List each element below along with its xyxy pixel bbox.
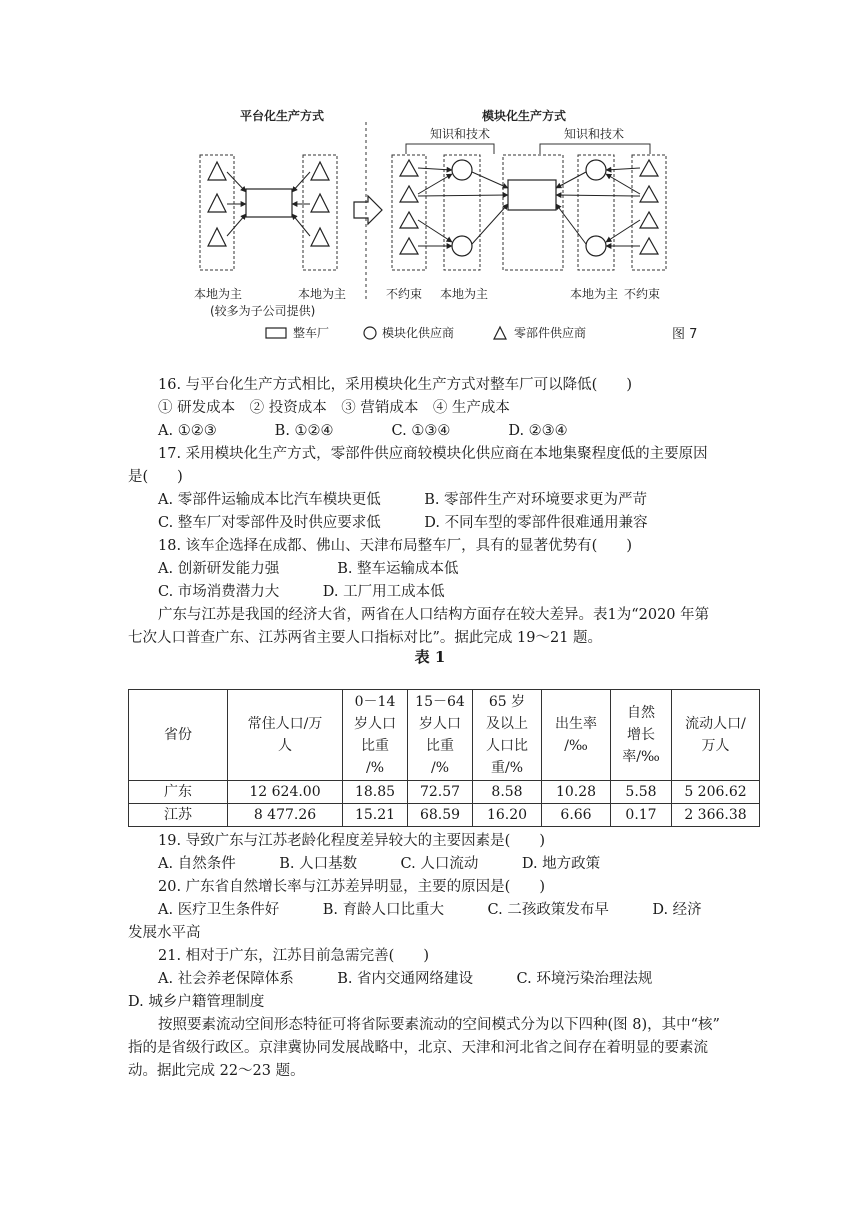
- left-local-label-2: 本地为主: [298, 287, 347, 301]
- table-cell: 18.85: [343, 781, 408, 804]
- table-cell: 12 624.00: [228, 781, 343, 804]
- right-module-group-left: [444, 155, 480, 270]
- question-17-options-ab: A. 零部件运输成本比汽车模块更低 B. 零部件生产对环境要求更为严苛: [158, 492, 648, 508]
- header-age-15-64: 15－64 岁人口 比重 /%: [408, 690, 473, 781]
- question-21-options: A. 社会养老保障体系 B. 省内交通网络建设 C. 环境污染治理法规: [158, 971, 653, 987]
- parts-supplier-icon: [400, 160, 658, 254]
- question-16-items: ① 研发成本 ② 投资成本 ③ 营销成本 ④ 生产成本: [158, 400, 510, 416]
- question-20-options: A. 医疗卫生条件好 B. 育龄人口比重大 C. 二孩政策发布早 D. 经济: [158, 902, 702, 918]
- left-diagram-title: 平台化生产方式: [240, 109, 325, 123]
- module-supplier-icon: [452, 160, 606, 256]
- table-cell: 0.17: [611, 804, 672, 827]
- header-province: 省份: [129, 690, 228, 781]
- question-19-options: A. 自然条件 B. 人口基数 C. 人口流动 D. 地方政策: [158, 856, 601, 872]
- question-21-options-line-2: D. 城乡户籍管理制度: [128, 994, 265, 1010]
- car-factory-icon: [508, 180, 556, 210]
- legend-parts-label: 零部件供应商: [514, 326, 587, 340]
- paragraph-22-line-2: 指的是省级行政区。京津冀协同发展战略中，北京、天津和河北省之间存在着明显的要素流: [128, 1040, 708, 1056]
- question-17-options-cd: C. 整车厂对零部件及时供应要求低 D. 不同车型的零部件很难通用兼容: [158, 515, 648, 531]
- legend-parts-icon: [494, 327, 506, 339]
- question-18-options-ab: A. 创新研发能力强 B. 整车运输成本低: [158, 561, 459, 577]
- intro-paragraph-line-1: 广东与江苏是我国的经济大省，两省在人口结构方面存在较大差异。表1为“2020 年第: [158, 607, 710, 623]
- left-local-note: (较多为子公司提供): [210, 304, 316, 318]
- table-cell: 广东: [129, 781, 228, 804]
- right-local-label-1: 本地为主: [440, 287, 489, 301]
- question-20: 20. 广东省自然增长率与江苏差异明显，主要的原因是( ): [158, 879, 545, 895]
- figure-label: 图 7: [672, 327, 698, 342]
- table-cell: 江苏: [129, 804, 228, 827]
- question-21: 21. 相对于广东，江苏目前急需完善( ): [158, 948, 429, 964]
- figure-7-diagram: [190, 100, 710, 350]
- legend-module-label: 模块化供应商: [382, 326, 455, 340]
- table-cell: 72.57: [408, 781, 473, 804]
- table-title: 表 1: [414, 648, 446, 666]
- legend-car-label: 整车厂: [293, 326, 330, 340]
- right-module-group-right: [578, 155, 614, 270]
- question-19: 19. 导致广东与江苏老龄化程度差异较大的主要因素是( ): [158, 833, 545, 849]
- table-cell: 10.28: [542, 781, 611, 804]
- table-cell: 8.58: [473, 781, 542, 804]
- table-row: [129, 781, 760, 804]
- question-16-options: A. ①②③ B. ①②④ C. ①③④ D. ②③④: [158, 423, 568, 439]
- question-18: 18. 该车企选择在成都、佛山、天津布局整车厂，具有的显著优势有( ): [158, 538, 632, 554]
- table-header-row: [129, 690, 760, 781]
- right-factory-group: [503, 155, 563, 270]
- paragraph-22-line-1: 按照要素流动空间形态特征可将省际要素流动的空间模式分为以下四种(图 8)，其中“核”: [158, 1017, 720, 1033]
- table-cell: 8 477.26: [228, 804, 343, 827]
- right-local-label-2: 本地为主: [570, 287, 619, 301]
- right-unconstrained-label-2: 不约束: [624, 287, 661, 301]
- table-cell: 15.21: [343, 804, 408, 827]
- header-floating-population: 流动人口/ 万人: [672, 690, 760, 781]
- header-natural-growth: 自然 增长 率/‰: [611, 690, 672, 781]
- right-unconstrained-label-1: 不约束: [386, 287, 423, 301]
- left-local-label-1: 本地为主: [194, 287, 243, 301]
- table-cell: 2 366.38: [672, 804, 760, 827]
- car-factory-icon: [246, 189, 292, 217]
- table-cell: 6.66: [542, 804, 611, 827]
- question-18-options-cd: C. 市场消费潜力大 D. 工厂用工成本低: [158, 584, 445, 600]
- paragraph-22-line-3: 动。据此完成 22～23 题。: [128, 1063, 305, 1079]
- header-population: 常住人口/万 人: [228, 690, 343, 781]
- legend-car-icon: [266, 328, 286, 338]
- question-16: 16. 与平台化生产方式相比，采用模块化生产方式对整车厂可以降低( ): [158, 377, 632, 393]
- header-age-65: 65 岁 及以上 人口比 重/%: [473, 690, 542, 781]
- table-row: [129, 804, 760, 827]
- table-cell: 5.58: [611, 781, 672, 804]
- right-diagram-title: 模块化生产方式: [482, 109, 567, 123]
- header-birth-rate: 出生率 /‰: [542, 690, 611, 781]
- population-table: [128, 689, 760, 827]
- table-cell: 16.20: [473, 804, 542, 827]
- transition-arrow: [354, 196, 382, 224]
- intro-paragraph-line-2: 七次人口普查广东、江苏两省主要人口指标对比”。据此完成 19～21 题。: [128, 630, 603, 646]
- question-17-line-1: 17. 采用模块化生产方式，零部件供应商较模块化供应商在本地集聚程度低的主要原因: [158, 446, 708, 462]
- table-cell: 68.59: [408, 804, 473, 827]
- parts-supplier-icon: [208, 162, 329, 246]
- question-20-options-line-2: 发展水平高: [128, 925, 201, 941]
- knowledge-label-1: 知识和技术: [430, 127, 491, 141]
- question-17-line-2: 是( ): [128, 469, 183, 485]
- legend-module-icon: [364, 327, 376, 339]
- table-cell: 5 206.62: [672, 781, 760, 804]
- header-age-0-14: 0－14 岁人口 比重 /%: [343, 690, 408, 781]
- knowledge-label-2: 知识和技术: [564, 127, 625, 141]
